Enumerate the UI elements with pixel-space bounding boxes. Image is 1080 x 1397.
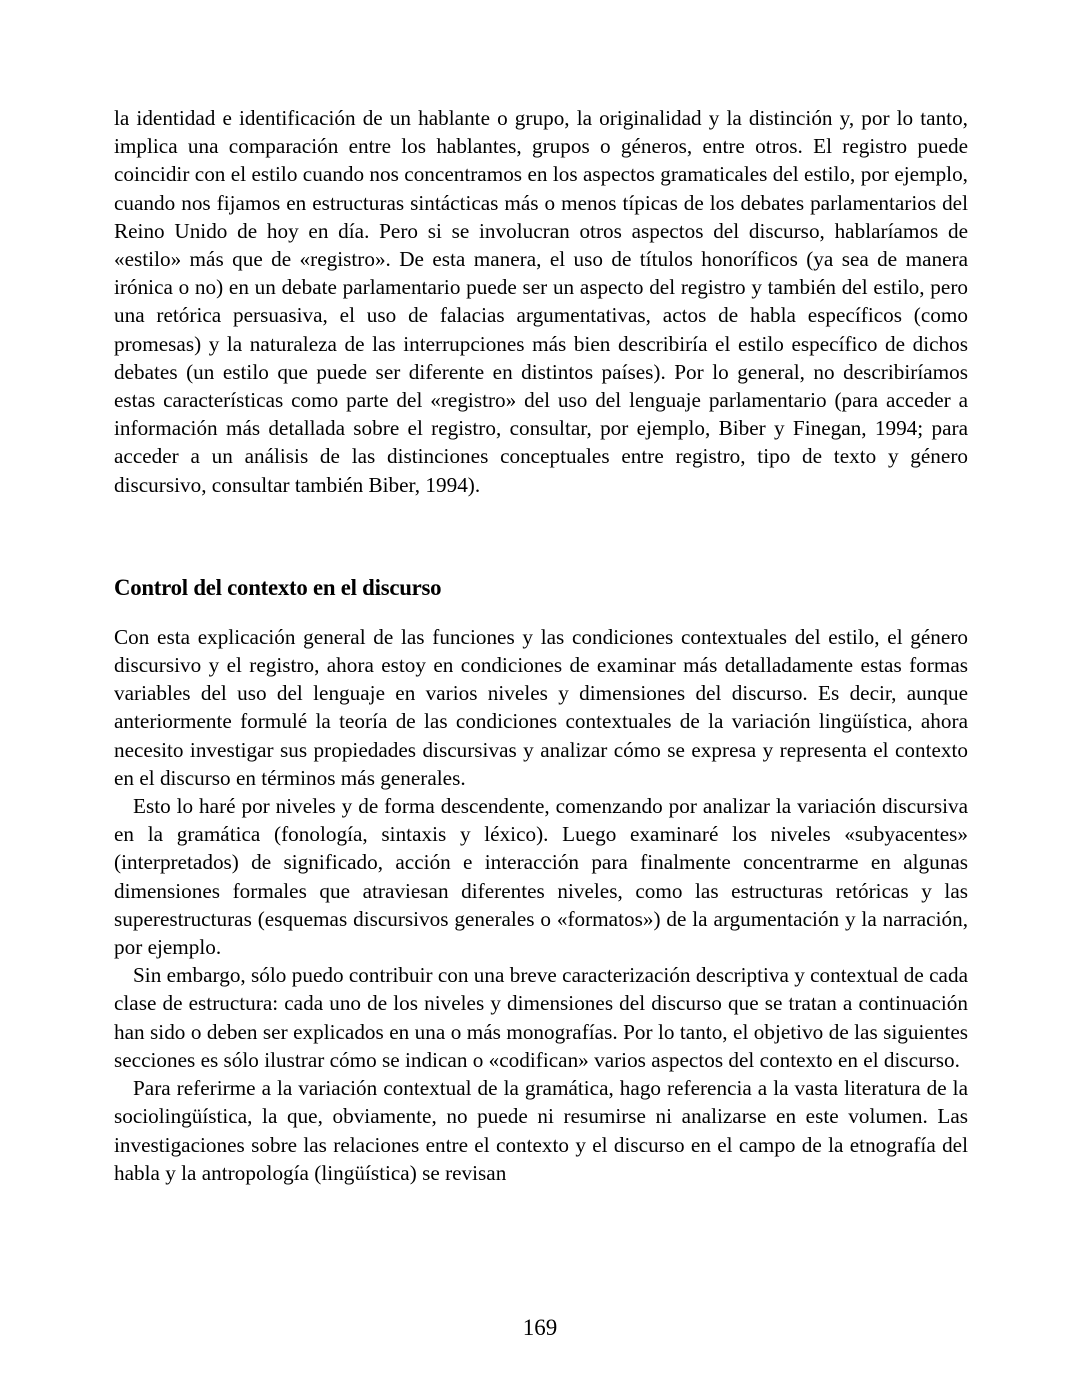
paragraph-2: Con esta explicación general de las funciones y las condiciones contextuales del estilo, el género discursivo y el registro, ahora estoy en condiciones de examinar más detalladamente estas formas variables del uso del lenguaje en varios niveles y dimensiones del discurso. Es decir, aunque anteriormente formulé la teoría de las condiciones contextuales de la variación lingüística, ahora necesito investigar sus propiedades discursivas y analizar cómo se expresa y representa el contexto en el discurso en términos más generales. (114, 624, 968, 790)
heading-spacer-above (114, 499, 968, 573)
page-number: 169 (522, 1315, 558, 1340)
paragraph-4: Sin embargo, sólo puedo contribuir con una breve caracterización descriptiva y contextual de cada clase de estructura: cada uno de los niveles y dimensiones del discurso que se tratan a continuación han sido o deben ser explicados en una o más monografías. Por lo tanto, el objetivo de las siguientes secciones es sólo ilustrar cómo se indican o «codifican» varios aspectos del contexto en el discurso. (114, 963, 968, 1072)
section-heading: Control del contexto en el discurso (114, 574, 442, 601)
heading-spacer-below (114, 603, 968, 623)
paragraph-5: Para referirme a la variación contextual de la gramática, hago referencia a la vasta literatura de la sociolingüística, la que, obviamente, no puede ni resumirse ni analizarse en este volumen. Las investigaciones sobre las relaciones entre el contexto y el discurso en el campo de la etnografía del habla y la antropología (lingüística) se revisan (114, 1076, 968, 1185)
paragraph-3: Esto lo haré por niveles y de forma descendente, comenzando por analizar la variación discursiva en la gramática (fonología, sintaxis y léxico). Luego examinaré los niveles «subyacentes» (interpretados) de significado, acción e interacción para finalmente concentrarme en algunas dimensiones formales que atraviesan diferentes niveles, como las estructuras retóricas y las superestructuras (esquemas discursivos generales o «formatos») de la argumentación y la narración, por ejemplo. (114, 794, 968, 960)
page-text-column (114, 104, 968, 1187)
paragraph-1: la identidad e identificación de un hablante o grupo, la originalidad y la distinción y, por lo tanto, implica una comparación entre los hablantes, grupos o géneros, entre otros. El registro puede coincidir con el estilo cuando nos concentramos en los aspectos gramaticales del estilo, por ejemplo, cuando nos fijamos en estructuras sintácticas más o menos típicas de los debates parlamentarios del Reino Unido de hoy en día. Pero si se involucran otros aspectos del discurso, hablaríamos de «estilo» más que de «registro». De esta manera, el uso de títulos honoríficos (ya sea de manera irónica o no) en un debate parlamentario puede ser un aspecto del registro y también del estilo, pero una retórica persuasiva, el uso de falacias argumentativas, actos de habla específicos (como promesas) y la naturaleza de las interrupciones más bien describiría el estilo específico de dichos debates (un estilo que puede ser diferente en distintos países). Por lo general, no describiríamos estas características como parte del «registro» del uso del lenguaje parlamentario (para acceder a información más detallada sobre el registro, consultar, por ejemplo, Biber y Finegan, 1994; para acceder a un análisis de las distinciones conceptuales entre registro, tipo de texto y género discursivo, consultar también Biber, 1994). (114, 106, 968, 497)
